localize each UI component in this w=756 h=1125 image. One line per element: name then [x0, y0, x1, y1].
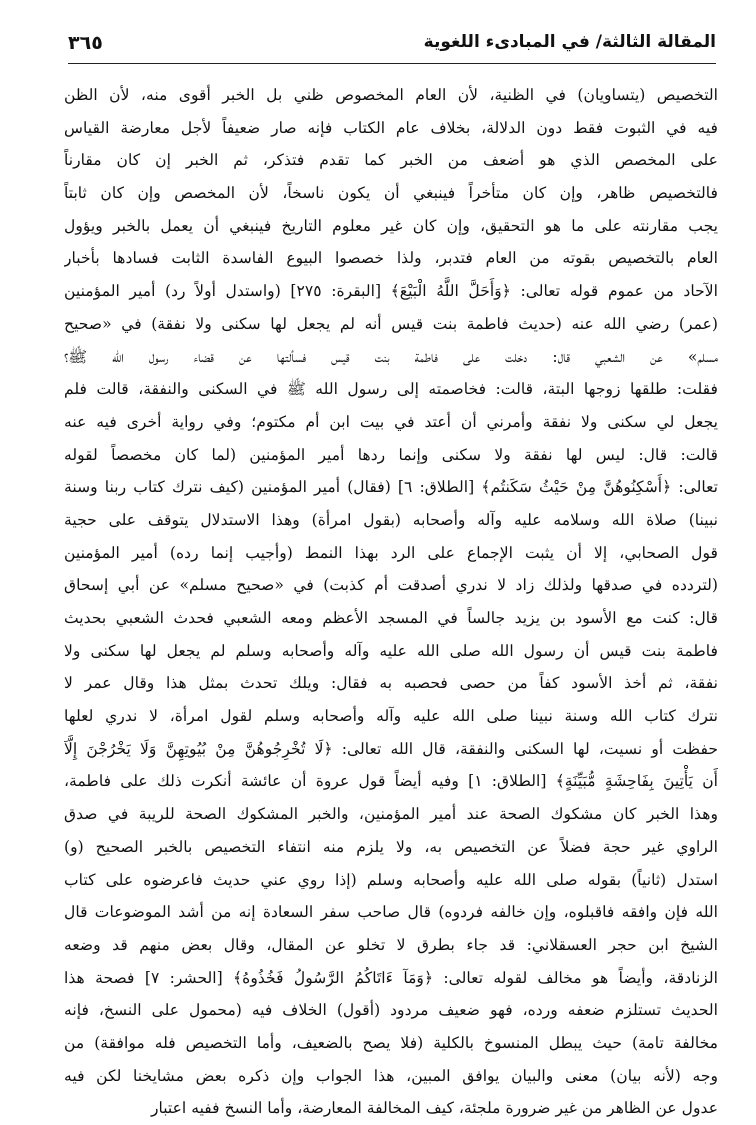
text-line: الحديث تستلزم ضعفه ورده، فهو ضعيف مردود (أقول) الخلاف فيه (محمول على النسخ، فإنه — [64, 1001, 718, 1020]
page-number: ٣٦٥ — [68, 32, 103, 54]
text-line: فيه في الثبوت فقط دون الدلالة، بخلاف عام الكتاب فإنه صار ضعيفاً لأجل معارضة القياس — [64, 118, 718, 137]
text-line: (لتردده في صدقها ولذلك زاد لا ندري أصدقت أم كذبت) في «صحيح مسلم» عن أبي إسحاق — [64, 576, 718, 595]
text-line: يجب مقارنته على ما هو التحقيق، وإن كان غير معلوم التاريخ فينبغي أن يعمل بالخبر ويؤول — [64, 216, 718, 235]
text-line: العام بالتخصيص بقوته من العام فتدبر، ولذا خصصوا البيوع الفاسدة الثابت فسادها بأخبار — [64, 249, 718, 268]
text-line: الآحاد من عموم قوله تعالى: ﴿وَأَحَلَّ اللَّهُ الْبَيْعَ﴾ [البقرة: ٢٧٥] (واستدل أولاً رد) أمير المؤمنين — [64, 282, 718, 301]
body-text — [64, 79, 718, 1125]
text-line: فالتخصيص ظاهر، وإن كان متأخراً فينبغي أن يكون ناسخاً، لأن المخصص وإن كان ثابتاً — [64, 184, 718, 203]
text-line: تعالى: ﴿أَسْكِنُوهُنَّ مِنْ حَيْثُ سَكَنتُم﴾ [الطلاق: ٦] (فقال) أمير المؤمنين (كيف نترك كتاب ربنا وسنة — [64, 478, 718, 497]
text-line: يجعل لي سكنى ولا نفقة وأمرني أن أعتد في بيت ابن أم مكتوم؛ وفي رواية أخرى فيه عنه — [64, 412, 718, 431]
text-line: على المخصص الذي هو أضعف من الخبر كما تقدم فتذكر، ثم الخبر إن كان مقارناً — [64, 151, 718, 170]
text-line: مخالفة تامة) حيث يبطل المنسوخ بالكلية (فلا يصح بالضعيف، وأما التخصيص فله موافقة) من — [64, 1033, 718, 1052]
text-line: قال: كنت مع الأسود بن يزيد جالساً في المسجد الأعظم ومعه الشعبي فحدث الشعبي بحديث — [64, 609, 718, 627]
text-line: استدل (ثانياً) بقوله صلى الله عليه وأصحابه وسلم (إذا روي عني حديث فاعرضوه على كتاب — [64, 870, 718, 889]
text-line: الراوي غير حجة فضلاً عن التخصيص به، ولا يلزم منه انتفاء التخصيص بالخبر الصحيح (و) — [64, 837, 718, 856]
page-header — [68, 30, 716, 66]
text-line: الزنادقة، وأيضاً هو مخالف لقوله تعالى: ﴿وَمَآ ءَاتَاكُمُ الرَّسُولُ فَخُذُوهُ﴾ [الحشر: ٧] فصحة هذا — [64, 968, 718, 987]
text-line: فقلت: طلقها زوجها البتة، قالت: فخاصمته إلى رسول الله ﷺ في السكنى والنفقة، قالت فلم — [64, 380, 718, 399]
text-line: (عمر) رضي الله عنه (حديث فاطمة بنت قيس أنه لم يجعل لها سكنى ولا نفقة) في «صحيح — [64, 314, 718, 333]
text-line: نترك كتاب الله وسنة نبينا صلى الله عليه وآله وأصحابه وسلم لقول امرأة، لا ندري لعلها — [64, 707, 718, 726]
text-line: فاطمة بنت قيس أن رسول الله صلى الله عليه وآله وأصحابه وسلم لم يجعل لها سكنى ولا — [64, 641, 718, 660]
text-line: نفقة، ثم أخذ الأسود كفاً من حصى فحصبه به فقال: ويلك تحدث بمثل هذا وقال عمر لا — [64, 674, 718, 693]
text-line: أَن يَأْتِينَ بِفَاحِشَةٍ مُّبَيِّنَةٍ﴾ [الطلاق: ١] وفيه أيضاً قول عروة أن عائشة أنكرت ذلك على فاطمة، — [64, 772, 718, 791]
text-line: قالت: قال: ليس لها نفقة ولا سكنى وإنما ردها أمير المؤمنين (لما كان مخصصاً لقوله — [64, 445, 718, 464]
text-line: مسلم» عن الشعبي قال: دخلت على فاطمة بنت قيس فسألتها عن قضاء رسول الله ﷺ؟ — [64, 347, 718, 366]
text-line: نبينا) صلاة الله وسلامه عليه وآله وأصحابه (بقول امرأة) وهذا الاستدلال يتوقف على حجية — [64, 510, 718, 529]
text-line: وجه (لأنه بيان) معنى والبيان يوافق المبين، هذا الجواب وإن ذكره بعض مشايخنا لكن فيه — [64, 1066, 718, 1085]
text-line: التخصيص (يتساويان) في الظنية، لأن العام المخصوص ظني بل الخبر أقوى منه، لأن الظن — [64, 86, 718, 104]
text-line: قول الصحابي، إلا أن يثبت الإجماع على الرد بهذا النمط (وأجيب إنما رده) أمير المؤمنين — [64, 543, 718, 562]
text-line: الشيخ ابن حجر العسقلاني: قد جاء بطرق لا تخلو عن المقال، وقال بعض منهم قد وضعه — [64, 935, 718, 954]
running-title: المقالة الثالثة/ في المبادىء اللغوية — [423, 32, 716, 52]
text-line: الله فإن وافقه فاقبلوه، وإن خالفه فردوه) قال صاحب سفر السعادة إنه من أشد الموضوعات قال — [64, 903, 718, 922]
text-line: عدول عن الظاهر من غير ضرورة ملجئة، كيف المخالفة المعارضة، وأما النسخ ففيه اعتبار — [150, 1099, 718, 1118]
header-rule — [68, 63, 716, 64]
text-line: وهذا الخبر كان مشكوك الصحة عند أمير المؤمنين، والخبر المشكوك الصحة للريبة في صدق — [64, 805, 718, 824]
text-line: حفظت أو نسيت، لها السكنى والنفقة، قال الله تعالى: ﴿لَا تُخْرِجُوهُنَّ مِنْ بُيُوتِهِنَّ وَلَا يَخْرُجْنَ إِلَّآ — [64, 739, 718, 758]
